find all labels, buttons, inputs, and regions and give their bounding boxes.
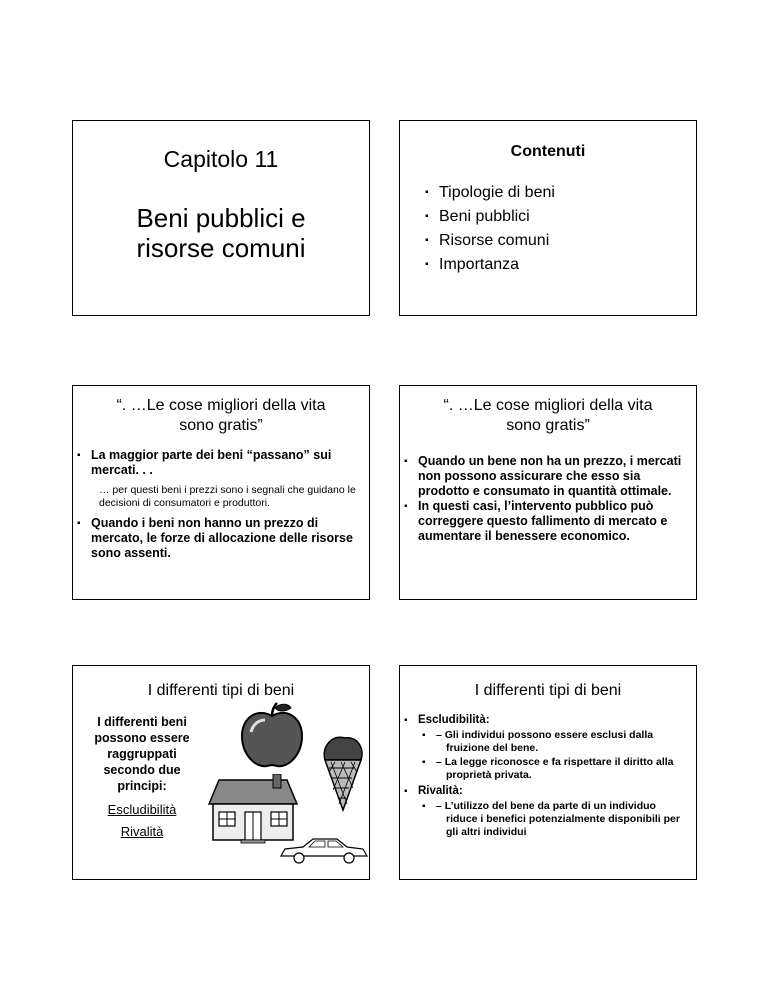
contents-list — [425, 181, 555, 277]
slide-title: “. …Le cose migliori della vita sono gratis” — [443, 397, 653, 434]
list-item: ▪ In questi casi, l’intervento pubblico può correggere questo fallimento di mercato e aumentare il benessere economico. — [404, 499, 682, 544]
list-item: ▪ Risorse comuni — [425, 229, 555, 253]
slide-3 — [72, 385, 370, 600]
principle-escludibilita: Escludibilità — [107, 802, 177, 817]
slide-title: I differenti tipi di beni — [474, 682, 622, 699]
slide-6 — [399, 665, 697, 880]
apple-icon — [237, 702, 307, 770]
sub-item: ▪ – L’utilizzo del bene da parte di un individuo riduce i benefici potenzialmente disponibili per gli altri individui — [432, 800, 688, 839]
slide-1 — [72, 120, 370, 316]
list-item: ▪ Tipologie di beni — [425, 181, 555, 205]
bullet-list — [404, 454, 682, 544]
slide-title: Beni pubblici e risorse comuni — [136, 203, 306, 263]
sub-item: ▪ – Gli individui possono essere esclusi dalla fruizione del bene. — [432, 729, 688, 755]
sub-list — [418, 729, 688, 782]
list-item: ▪ Quando i beni non hanno un prezzo di mercato, le forze di allocazione delle risorse sono assenti. — [77, 516, 359, 561]
slide-5 — [72, 665, 370, 880]
principle-rivalita: Rivalità — [120, 824, 164, 839]
lead-text: I differenti beni possono essere raggruppati secondo due principi: — [94, 715, 190, 793]
car-icon — [277, 834, 369, 866]
slide-4 — [399, 385, 697, 600]
sub-list — [418, 800, 688, 839]
list-item: ▪ Quando un bene non ha un prezzo, i mercati non possono assicurare che esso sia prodotto e consumato in quantità ottimale. — [404, 454, 682, 499]
slide-title: I differenti tipi di beni — [147, 682, 295, 699]
list-item: ▪ Rivalità: ▪ – L’utilizzo del bene da parte di un individuo riduce i benefici potenzialmente disponibili per gli altri individui — [404, 785, 688, 839]
chapter-label: Capitolo 11 — [163, 146, 279, 172]
slide-2 — [399, 120, 697, 316]
slide-title: Contenuti — [510, 143, 586, 160]
list-item: ▪ Escludibilità: ▪ – Gli individui possono essere esclusi dalla fruizione del bene. ▪ – La legge riconosce e fa rispettare il diritto alla proprietà privata. — [404, 714, 688, 782]
list-item: ▪ Importanza — [425, 253, 555, 277]
bullet-list — [77, 448, 359, 561]
sub-note: … per questi beni i prezzi sono i segnali che guidano le decisioni di consumatori e produttori. — [99, 484, 356, 509]
sub-item: ▪ – La legge riconosce e fa rispettare il diritto alla proprietà privata. — [432, 756, 688, 782]
list-item: ▪ Beni pubblici — [425, 205, 555, 229]
bullet-list — [404, 714, 688, 840]
list-item: ▪ La maggior parte dei beni “passano” sui mercati. . . … per questi beni i prezzi sono i segnali che guidano le decisioni di consumatori e produttori. — [77, 448, 359, 510]
ice-cream-icon — [319, 732, 367, 812]
slide-title: “. …Le cose migliori della vita sono gratis” — [116, 397, 326, 434]
